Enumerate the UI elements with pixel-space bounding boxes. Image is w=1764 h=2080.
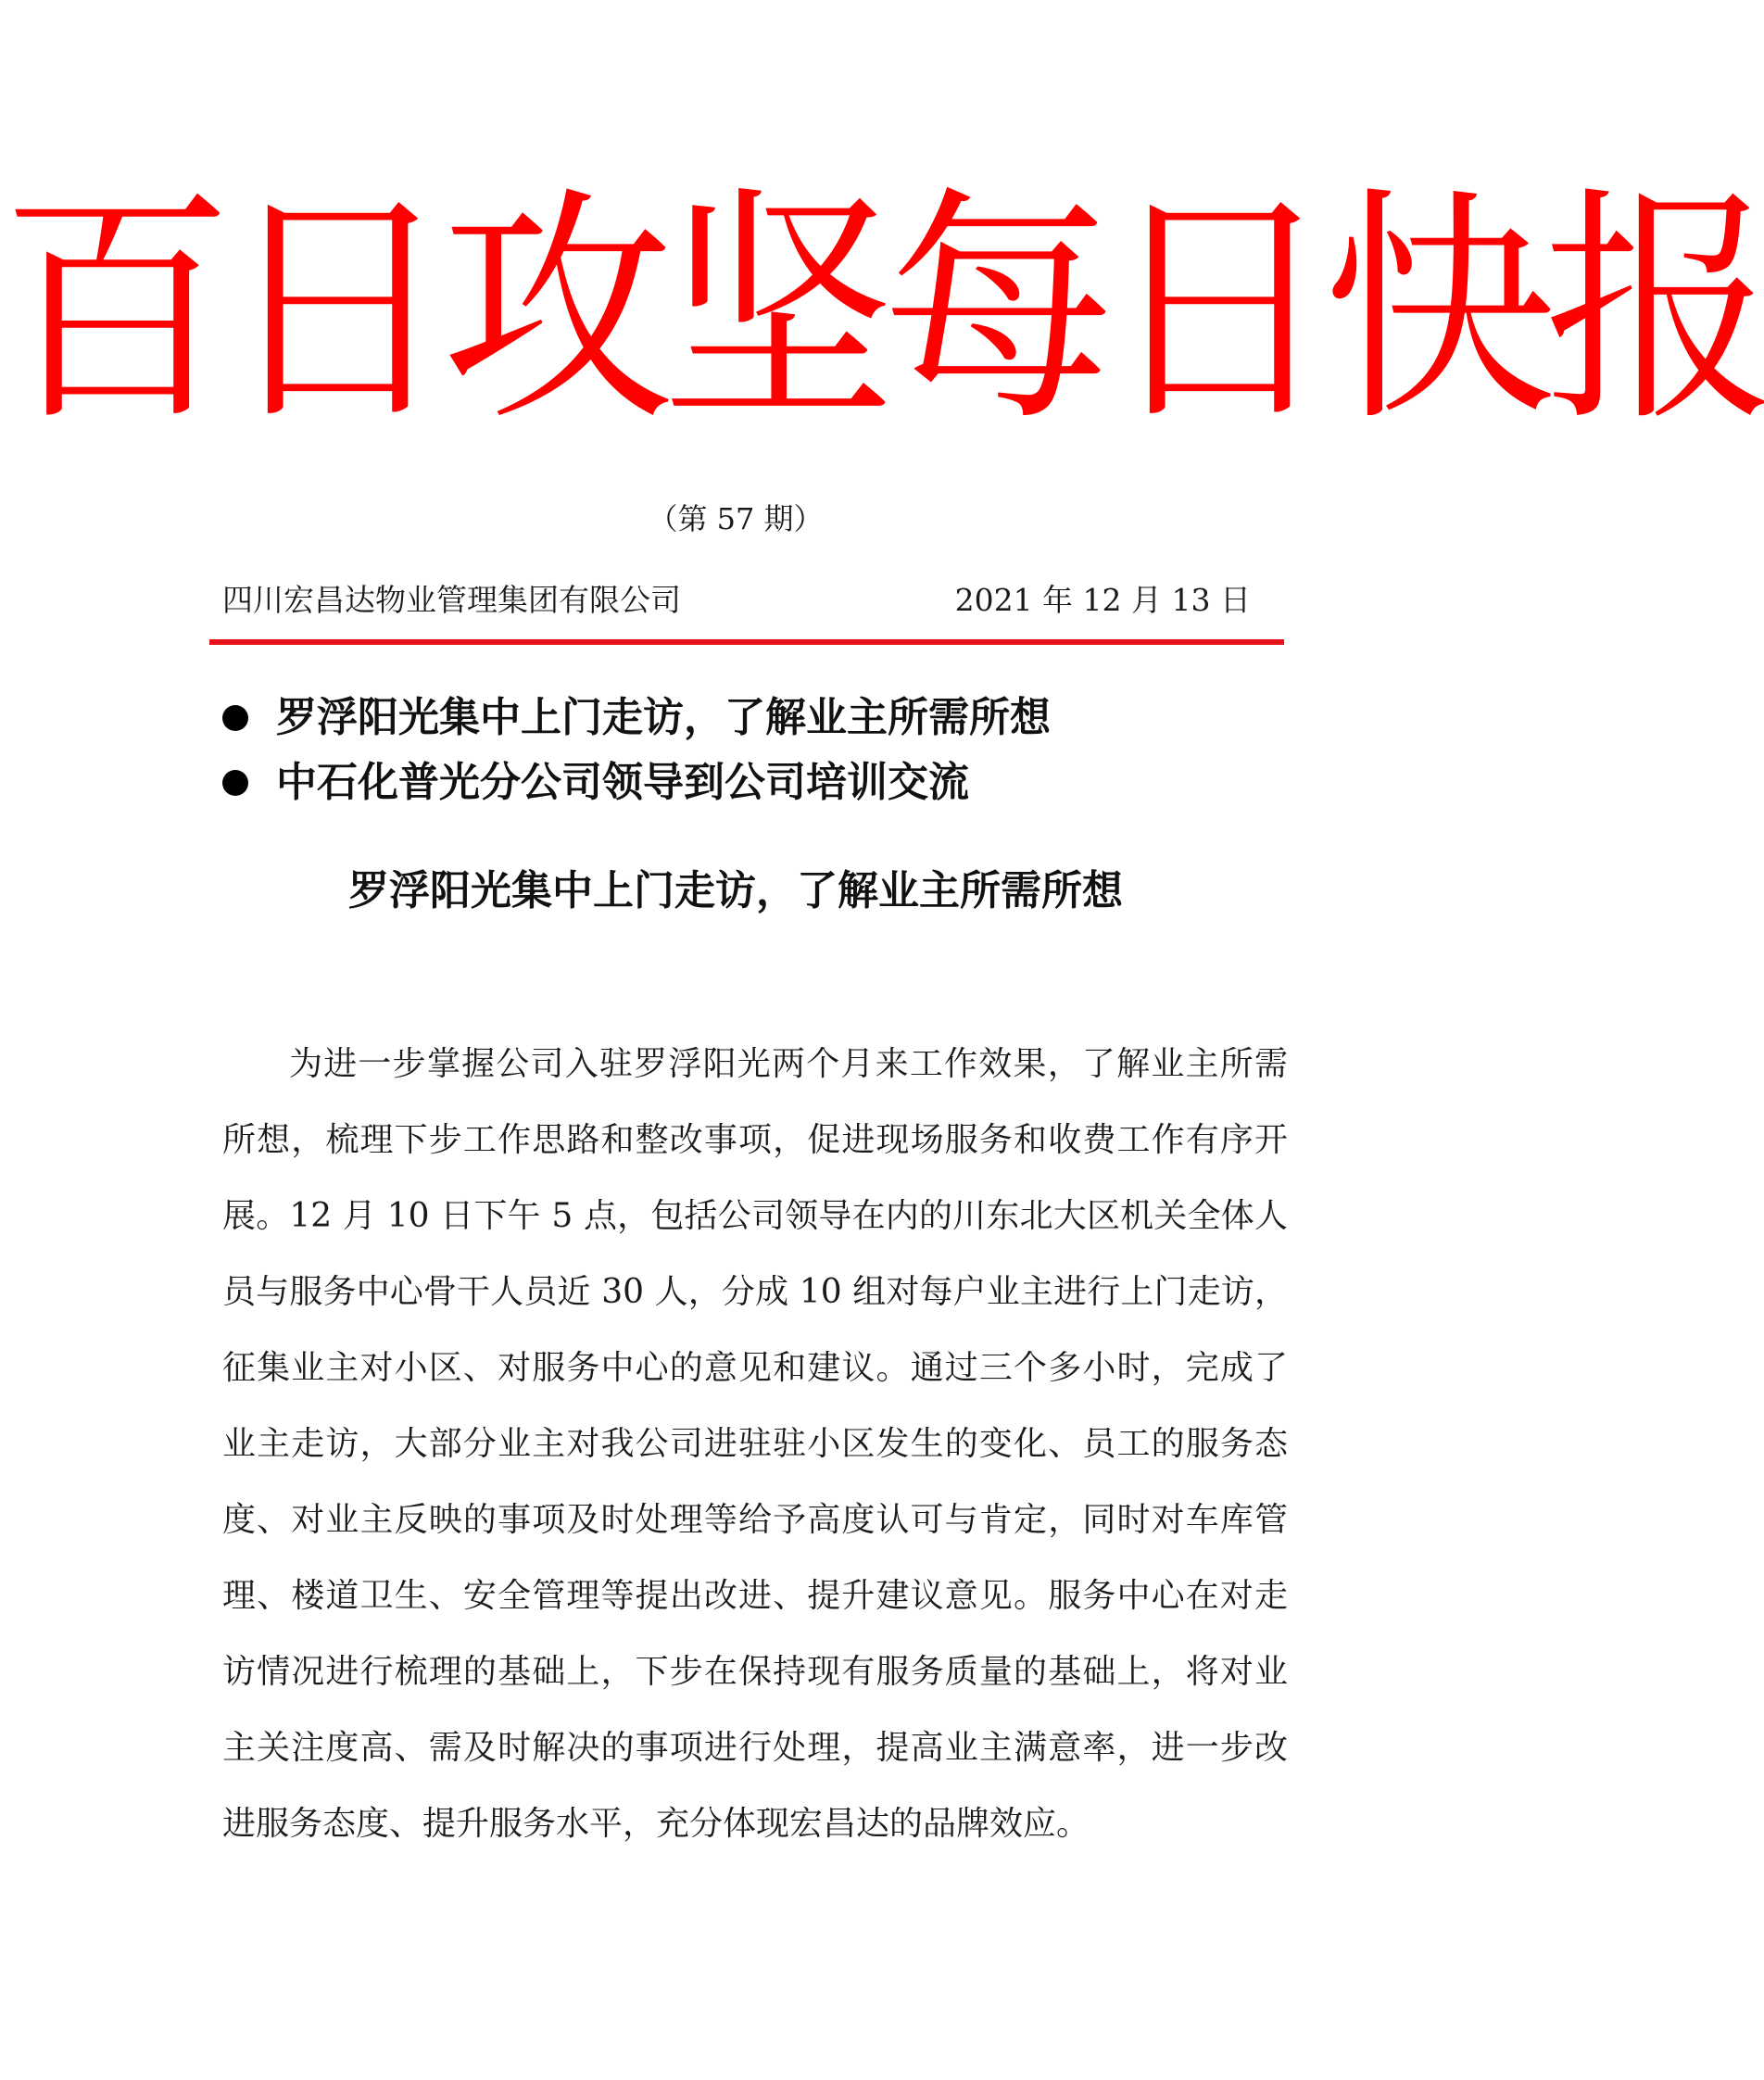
- bullet-icon: [222, 705, 248, 731]
- article-headline: 罗浮阳光集中上门走访，了解业主所需所想: [348, 867, 1123, 914]
- issue-date: 2021 年 12 月 13 日: [954, 582, 1251, 618]
- issue-number: （第 57 期）: [648, 501, 824, 536]
- article-paragraph: 为进一步掌握公司入驻罗浮阳光两个月来工作效果，了解业主所需所想，梳理下步工作思路和整改事项，促进现场服务和收费工作有序开展。12 月 10 日下午 5 点，包括公司领导在内的川东北大区机关全体人员与服务中心骨干人员近 30 人，分成 10 组对每户业主进行上门走访，征集业主对小区、对服务中心的意见和建议。通过三个多小时，完成了业主走访，大部分业主对我公司进驻驻小区发生的变化、员工的服务态度、对业主反映的事项及时处理等给予高度认可与肯定，同时对车库管理、楼道卫生、安全管理等提出改进、提升建议意见。服务中心在对走访情况进行梳理的基础上，下步在保持现有服务质量的基础上，将对业主关注度高、需及时解决的事项进行处理，提高业主满意率，进一步改进服务态度、提升服务水平，充分体现宏昌达的品牌效应。: [222, 1045, 1288, 1843]
- table-of-contents: [222, 686, 1288, 815]
- toc-item-label: 中石化普光分公司领导到公司培训交流: [276, 759, 969, 806]
- masthead-title: 百日攻坚每日快报: [0, 167, 1764, 455]
- bullet-icon: [222, 770, 248, 796]
- toc-item-label: 罗浮阳光集中上门走访，了解业主所需所想: [276, 694, 1051, 741]
- organization-name: 四川宏昌达物业管理集团有限公司: [222, 582, 681, 618]
- header-divider: [209, 639, 1284, 645]
- toc-item: [222, 686, 1288, 750]
- toc-item: [222, 750, 1288, 815]
